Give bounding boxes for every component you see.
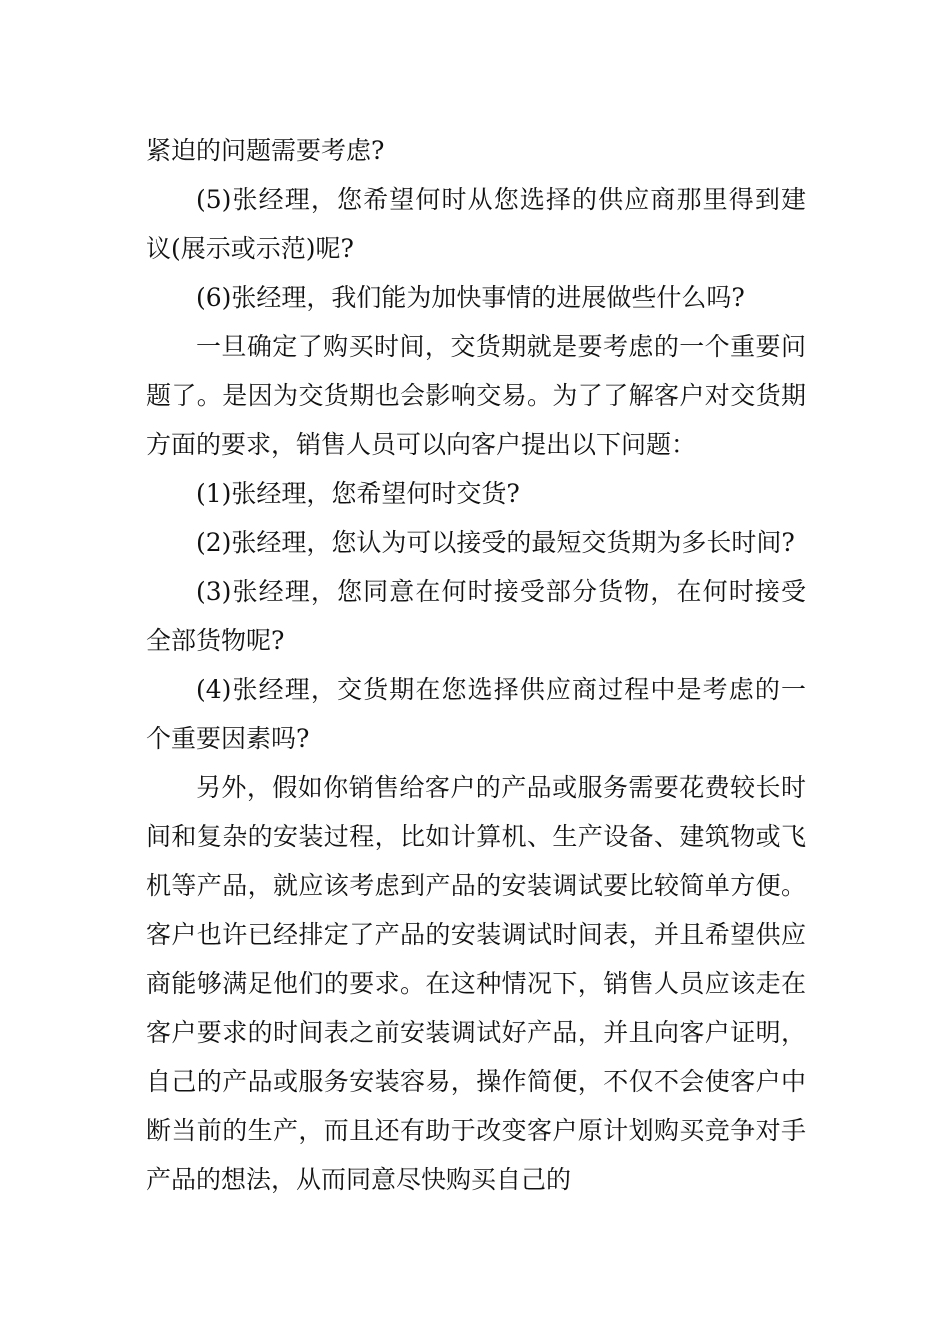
paragraph-continuation: 紧迫的问题需要考虑? [146, 136, 385, 165]
paragraph-delivery-intro: 一旦确定了购买时间，交货期就是要考虑的一个重要问题了。是因为交货期也会影响交易。为了了解客户对交货期方面的要求，销售人员可以向客户提出以下问题： [146, 332, 806, 459]
delivery-question-3: (3)张经理，您同意在何时接受部分货物，在何时接受全部货物呢? [146, 577, 806, 655]
delivery-question-4: (4)张经理，交货期在您选择供应商过程中是考虑的一个重要因素吗? [146, 675, 806, 753]
delivery-question-1: (1)张经理，您希望何时交货? [196, 479, 520, 508]
delivery-question-2: (2)张经理，您认为可以接受的最短交货期为多长时间? [196, 528, 795, 557]
question-5: (5)张经理，您希望何时从您选择的供应商那里得到建议(展示或示范)呢? [146, 185, 806, 263]
question-6: (6)张经理，我们能为加快事情的进展做些什么吗? [196, 283, 745, 312]
paragraph-installation: 另外，假如你销售给客户的产品或服务需要花费较长时间和复杂的安装过程，比如计算机、生产设备、建筑物或飞机等产品，就应该考虑到产品的安装调试要比较简单方便。客户也许已经排定了产品的安装调试时间表，并且希望供应商能够满足他们的要求。在这种情况下，销售人员应该走在客户要求的时间表之前安装调试好产品，并且向客户证明，自己的产品或服务安装容易，操作简便，不仅不会使客户中断当前的生产，而且还有助于改变客户原计划购买竞争对手产品的想法，从而同意尽快购买自己的 [146, 773, 806, 1194]
document-body [146, 126, 806, 1204]
